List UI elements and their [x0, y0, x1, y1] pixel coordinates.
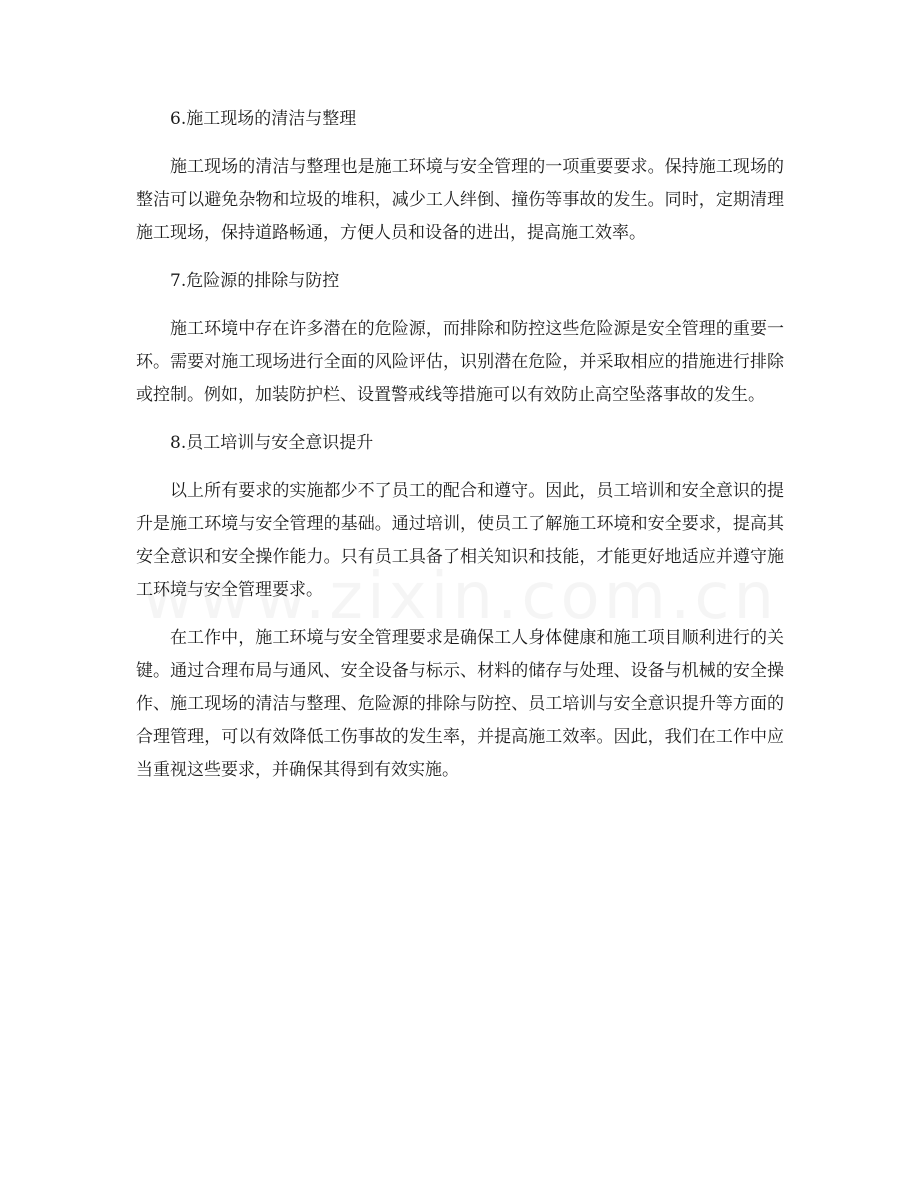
section-6-paragraph: 施工现场的清洁与整理也是施工环境与安全管理的一项重要要求。保持施工现场的整洁可以避免杂物和垃圾的堆积，减少工人绊倒、撞伤等事故的发生。同时，定期清理施工现场，保持道路畅通，方便人员和设备的进出，提高施工效率。	[136, 157, 784, 243]
conclusion-paragraph: 在工作中，施工环境与安全管理要求是确保工人身体健康和施工项目顺利进行的关键。通过合理布局与通风、安全设备与标示、材料的储存与处理、设备与机械的安全操作、施工现场的清洁与整理、危险源的排除与防控、员工培训与安全意识提升等方面的合理管理，可以有效降低工伤事故的发生率，并提高施工效率。因此，我们在工作中应当重视这些要求，并确保其得到有效实施。	[136, 628, 784, 780]
section-8-paragraph: 以上所有要求的实施都少不了员工的配合和遵守。因此，员工培训和安全意识的提升是施工环境与安全管理的基础。通过培训，使员工了解施工环境和安全要求，提高其安全意识和安全操作能力。只有员工具备了相关知识和技能，才能更好地适应并遵守施工环境与安全管理要求。	[136, 481, 784, 600]
document-body	[136, 103, 784, 802]
section-6-heading: 6.施工现场的清洁与整理	[170, 109, 357, 129]
section-7-heading: 7.危险源的排除与防控	[170, 271, 340, 291]
section-7-paragraph: 施工环境中存在许多潜在的危险源，而排除和防控这些危险源是安全管理的重要一环。需要对施工现场进行全面的风险评估，识别潜在危险，并采取相应的措施进行排除或控制。例如，加装防护栏、设置警戒线等措施可以有效防止高空坠落事故的发生。	[136, 319, 784, 405]
section-8-heading: 8.员工培训与安全意识提升	[170, 433, 374, 453]
